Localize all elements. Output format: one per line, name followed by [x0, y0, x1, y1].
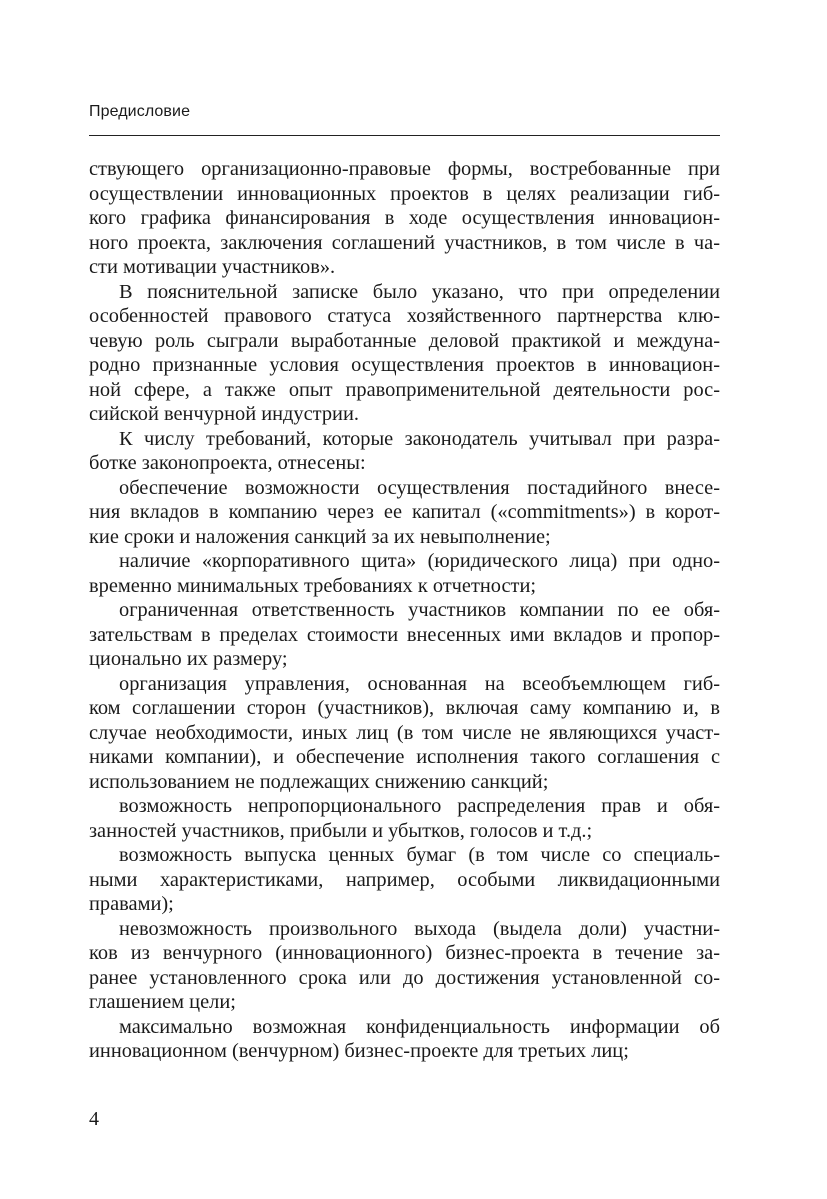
text-line: ного проекта, заключения соглашений участников, в том числе в ча-: [89, 231, 720, 254]
text-line: ограниченная ответственность участников компании по ее обя-: [119, 599, 720, 621]
text-line: К числу требований, которые законодатель учитывал при разра-: [119, 427, 720, 450]
text-line: ционально их размеру;: [89, 648, 288, 670]
text-line: возможность непропорционального распределения прав и обя-: [119, 795, 720, 817]
text-line: сийской венчурной индустрии.: [89, 403, 359, 425]
body-text: [89, 157, 720, 1064]
text-line: случае необходимости, иных лиц (в том числе не являющихся участ-: [89, 721, 720, 744]
text-line: максимально возможная конфиденциальность информации об: [119, 1015, 720, 1038]
text-line: временно минимальных требованиях к отчетности;: [89, 574, 537, 597]
text-line: сти мотивации участников».: [89, 256, 336, 278]
text-line: организация управления, основанная на всеобъемлющем гиб-: [119, 672, 720, 695]
header-rule: [89, 135, 720, 136]
text-line: занностей участников, прибыли и убытков, голосов и т.д.;: [89, 819, 593, 842]
text-line: невозможность произвольного выхода (выдела доли) участни-: [119, 917, 720, 940]
text-line: кого графика финансирования в ходе осуществления инновацион-: [89, 207, 720, 229]
text-line: кие сроки и наложения санкций за их невыполнение;: [89, 525, 551, 548]
text-line: ствующего организационно-правовые формы, востребованные при: [89, 158, 720, 180]
text-line: родно признанные условия осуществления проектов в инновацион-: [89, 354, 720, 376]
text-line: ными характеристиками, например, особыми ликвидационными: [89, 868, 720, 891]
text-line: зательствам в пределах стоимости внесенных ими вкладов и пропор-: [89, 623, 720, 646]
text-line: обеспечение возможности осуществления постадийного внесе-: [119, 476, 720, 499]
text-line: ранее установленного срока или до достижения установленной со-: [89, 966, 720, 989]
text-line: осуществлении инновационных проектов в целях реализации гиб-: [89, 182, 720, 205]
text-line: В пояснительной записке было указано, что при определении: [119, 280, 720, 303]
text-line: ком соглашении сторон (участников), включая саму компанию и, в: [89, 697, 720, 719]
text-line: ков из венчурного (инновационного) бизнес-проекта в течение за-: [89, 942, 720, 964]
text-line: особенностей правового статуса хозяйственного партнерства клю-: [89, 305, 720, 327]
text-line: возможность выпуска ценных бумаг (в том числе со специаль-: [119, 844, 720, 866]
text-line: ной сфере, а также опыт правоприменительной деятельности рос-: [89, 378, 720, 401]
text-line: глашением цели;: [89, 991, 236, 1013]
text-line: чевую роль сыграли выработанные деловой практикой и междуна-: [89, 329, 720, 352]
running-head: Предисловие: [89, 103, 191, 120]
page-number: 4: [89, 1108, 99, 1130]
text-line: ния вкладов в компанию через ее капитал («commitments») в корот-: [89, 501, 720, 523]
text-line: использованием не подлежащих снижению санкций;: [89, 770, 549, 793]
text-line: ботке законопроекта, отнесены:: [89, 452, 366, 474]
text-line: наличие «корпоративного щита» (юридического лица) при одно-: [119, 550, 720, 572]
text-line: правами);: [89, 893, 174, 915]
text-line: никами компании), и обеспечение исполнения такого соглашения с: [89, 746, 720, 768]
text-line: инновационном (венчурном) бизнес-проекте для третьих лиц;: [89, 1040, 629, 1062]
